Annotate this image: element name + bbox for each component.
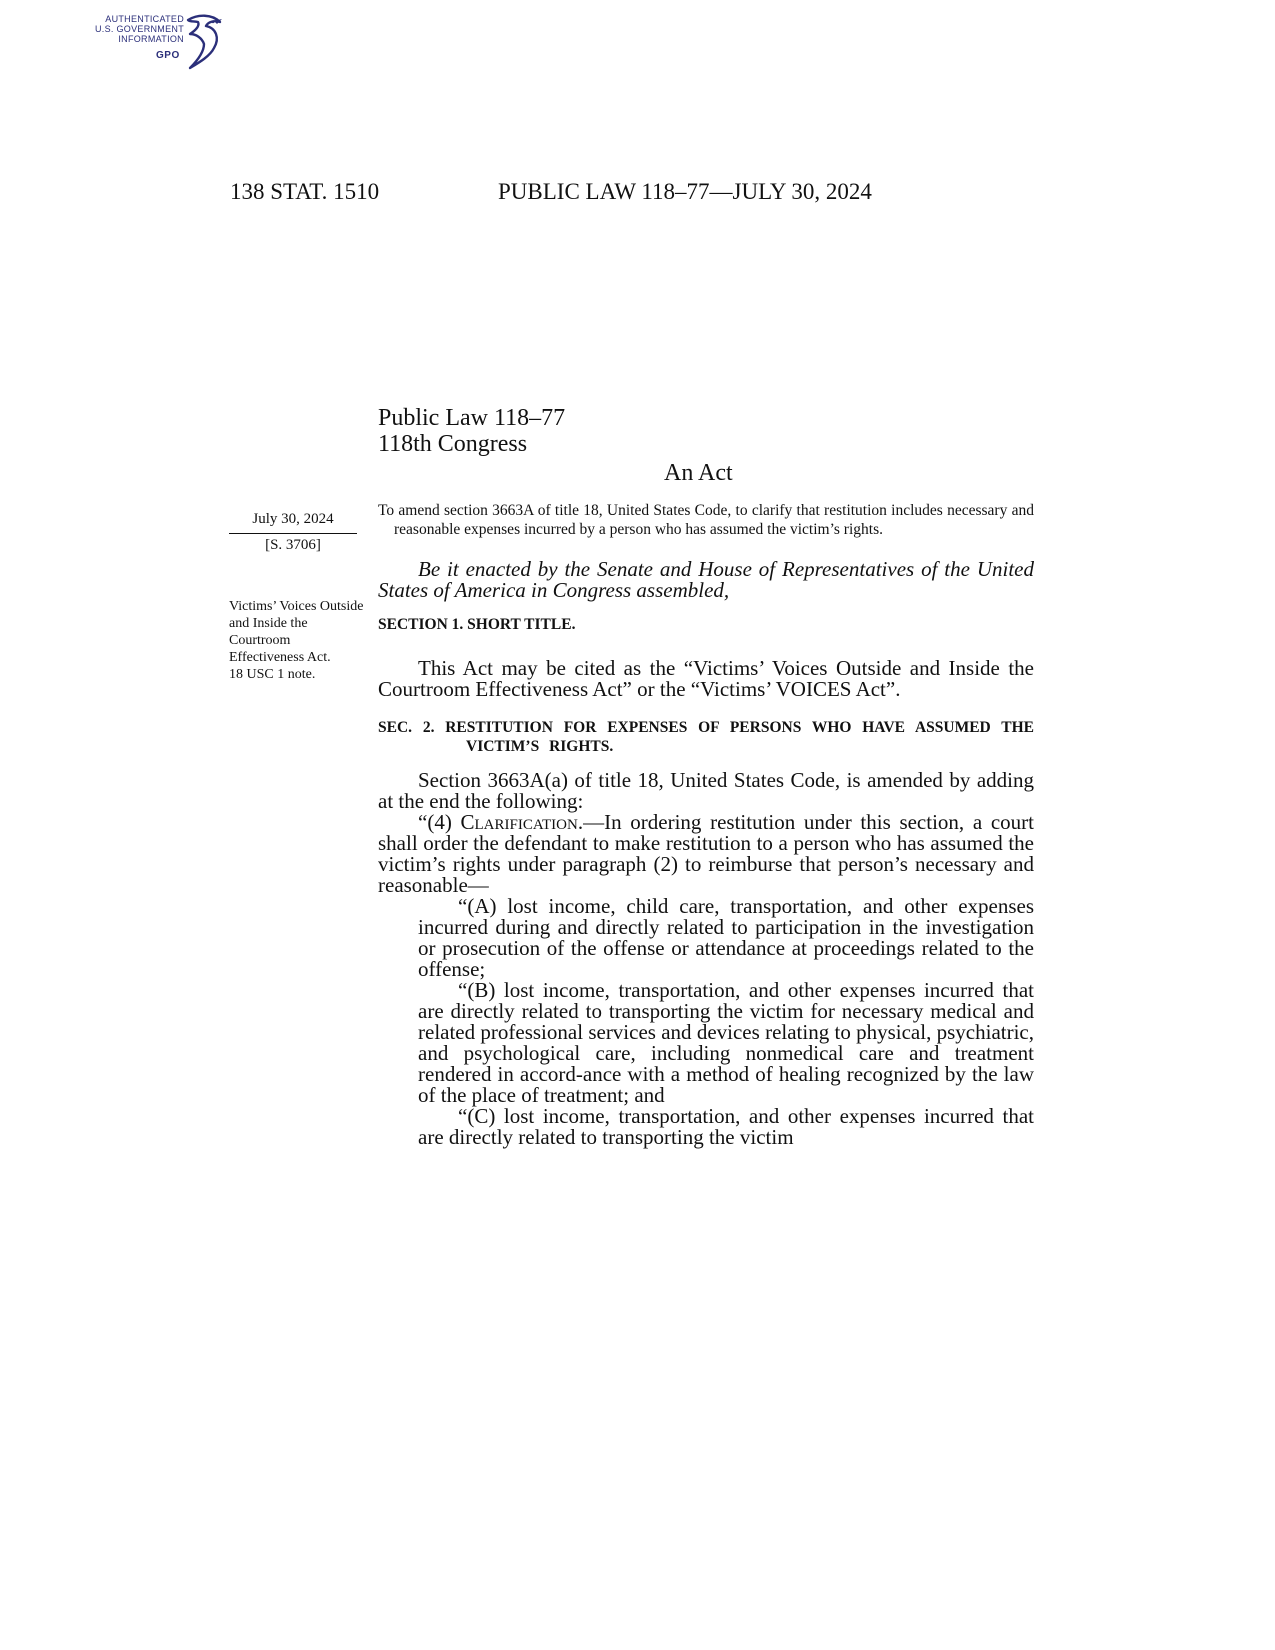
gpo-authentication-seal: [94, 6, 234, 76]
congress: 118th Congress: [378, 431, 528, 457]
margin-rule: [229, 533, 357, 534]
subparagraph-c: “(C) lost income, transportation, and other expenses incurred that are directly related to transporting the victim: [418, 1104, 1034, 1149]
seal-gpo-mark: GPO: [156, 50, 180, 61]
section-2-intro: Section 3663A(a) of title 18, United States Code, is amended by adding at the end the following:: [378, 768, 1034, 813]
section-1-heading: SECTION 1. SHORT TITLE.: [378, 616, 576, 633]
margin-note-short-title: [229, 598, 364, 683]
paragraph-4-caption: Clarification: [460, 810, 578, 834]
enacting-clause: Be it enacted by the Senate and House of Representatives of the United States of America in Congress assembled,: [378, 557, 1034, 602]
margin-note-date: July 30, 2024: [252, 511, 334, 527]
law-number: Public Law 118–77: [378, 405, 566, 431]
stat-page-number: 138 STAT. 1510: [230, 179, 380, 204]
law-text: [378, 502, 1034, 1148]
paragraph-4-text: .—In ordering restitution under this section, a court shall order the defendant to make restitution to a person who has assumed the victim’s rights under paragraph (2) to reimburse that person’s necessary and reasonable—: [378, 810, 1035, 897]
margin-note-usc: 18 USC 1 note.: [229, 667, 316, 682]
eagle-icon: [170, 10, 230, 74]
seal-line-2: U.S. GOVERNMENT: [94, 24, 184, 34]
purpose-clause: To amend section 3663A of title 18, United States Code, to clarify that restitution includes necessary and reasonable expenses incurred by a person who has assumed the victim’s rights.: [378, 502, 1034, 538]
section-2-heading: SEC. 2. RESTITUTION FOR EXPENSES OF PERSONS WHO HAVE ASSUMED THE VICTIM’S RIGHTS.: [378, 719, 1034, 755]
margin-note-bill: [S. 3706]: [265, 537, 321, 553]
margin-note-short-title-text: Victims’ Voices Outside and Inside the Courtroom Effectiveness Act.: [229, 599, 364, 665]
subparagraph-b: “(B) lost income, transportation, and other expenses incurred that are directly related to transporting the victim for necessary medical and related professional services and devices relating to physical, psychiatric, and psychological care, including nonmedical care and treatment rendered in accord-ance with a method of healing recognized by the law of the place of treatment; and: [418, 978, 1034, 1107]
section-1-text: This Act may be cited as the “Victims’ Voices Outside and Inside the Courtroom Effectiveness Act” or the “Victims’ VOICES Act”.: [378, 656, 1034, 701]
seal-line-3: INFORMATION: [118, 34, 184, 44]
subparagraph-a: “(A) lost income, child care, transportation, and other expenses incurred during and directly related to participation in the investigation or prosecution of the offense or attendance at proceedings related to the offense;: [418, 894, 1034, 981]
running-head-law-date: PUBLIC LAW 118–77—JULY 30, 2024: [498, 179, 872, 204]
paragraph-4: [378, 812, 1034, 896]
act-heading: An Act: [664, 460, 733, 486]
seal-line-1: AUTHENTICATED: [105, 14, 184, 24]
paragraph-4-lead: “(4): [418, 810, 461, 834]
